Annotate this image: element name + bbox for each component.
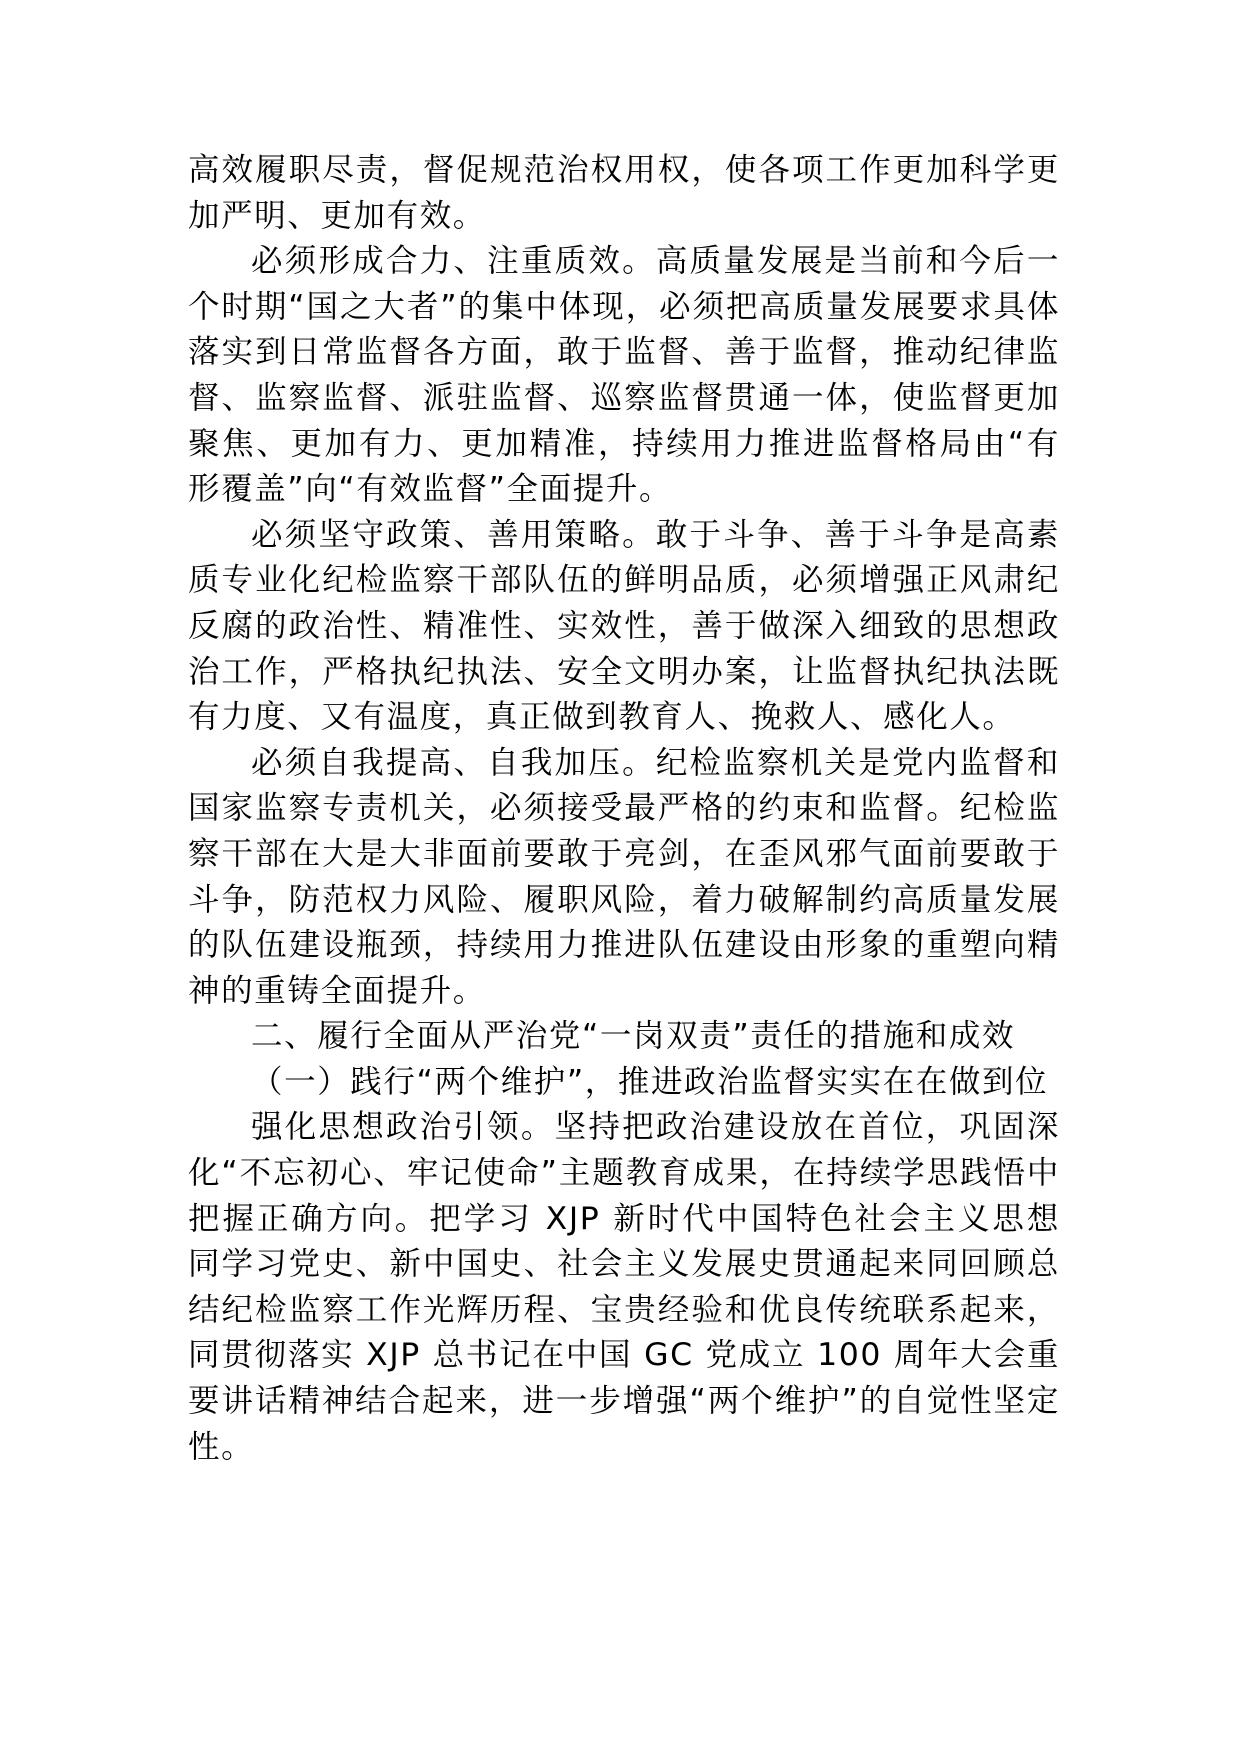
subsection-heading-one: （一）践行“两个维护”，推进政治监督实实在在做到位 xyxy=(251,1063,1049,1100)
paragraph-continuation: 高效履职尽责，督促规范治权用权，使各项工作更加科学更加严明、更加有效。 xyxy=(188,152,1060,234)
paragraph-political-guidance: 强化思想政治引领。坚持把政治建设放在首位，巩固深化“不忘初心、牢记使命”主题教育成果，在持续学思践悟中把握正确方向。把学习 XJP 新时代中国特色社会主义思想同学习党史、新中国史、社会主义发展史贯通起来同回顾总结纪检监察工作光辉历程、宝贵经验和优良传统联系起来，同贯彻落实 XJP 总书记在中国 GC 党成立 100 周年大会重要讲话精神结合起来，进一步增强“两个维护”的自觉性坚定性。 xyxy=(188,1109,1060,1465)
section-heading-two: 二、履行全面从严治党“一岗双责”责任的措施和成效 xyxy=(251,1018,1016,1055)
paragraph-form-synergy: 必须形成合力、注重质效。高质量发展是当前和今后一个时期“国之大者”的集中体现，必须把高质量发展要求具体落实到日常监督各方面，敢于监督、善于监督，推动纪律监督、监察监督、派驻监督、巡察监督贯通一体，使监督更加聚焦、更加有力、更加精准，持续用力推进监督格局由“有形覆盖”向“有效监督”全面提升。 xyxy=(188,243,1060,508)
paragraph-self-improvement: 必须自我提高、自我加压。纪检监察机关是党内监督和国家监察专责机关，必须接受最严格的约束和监督。纪检监察干部在大是大非面前要敢于亮剑，在歪风邪气面前要敢于斗争，防范权力风险、履职风险，着力破解制约高质量发展的队伍建设瓶颈，持续用力推进队伍建设由形象的重塑向精神的重铸全面提升。 xyxy=(188,744,1060,1009)
document-body xyxy=(188,148,1060,1470)
paragraph-policy-strategy: 必须坚守政策、善用策略。敢于斗争、善于斗争是高素质专业化纪检监察干部队伍的鲜明品质，必须增强正风肃纪反腐的政治性、精准性、实效性，善于做深入细致的思想政治工作，严格执纪执法、安全文明办案，让监督执纪执法既有力度、又有温度，真正做到教育人、挽救人、感化人。 xyxy=(188,516,1060,736)
